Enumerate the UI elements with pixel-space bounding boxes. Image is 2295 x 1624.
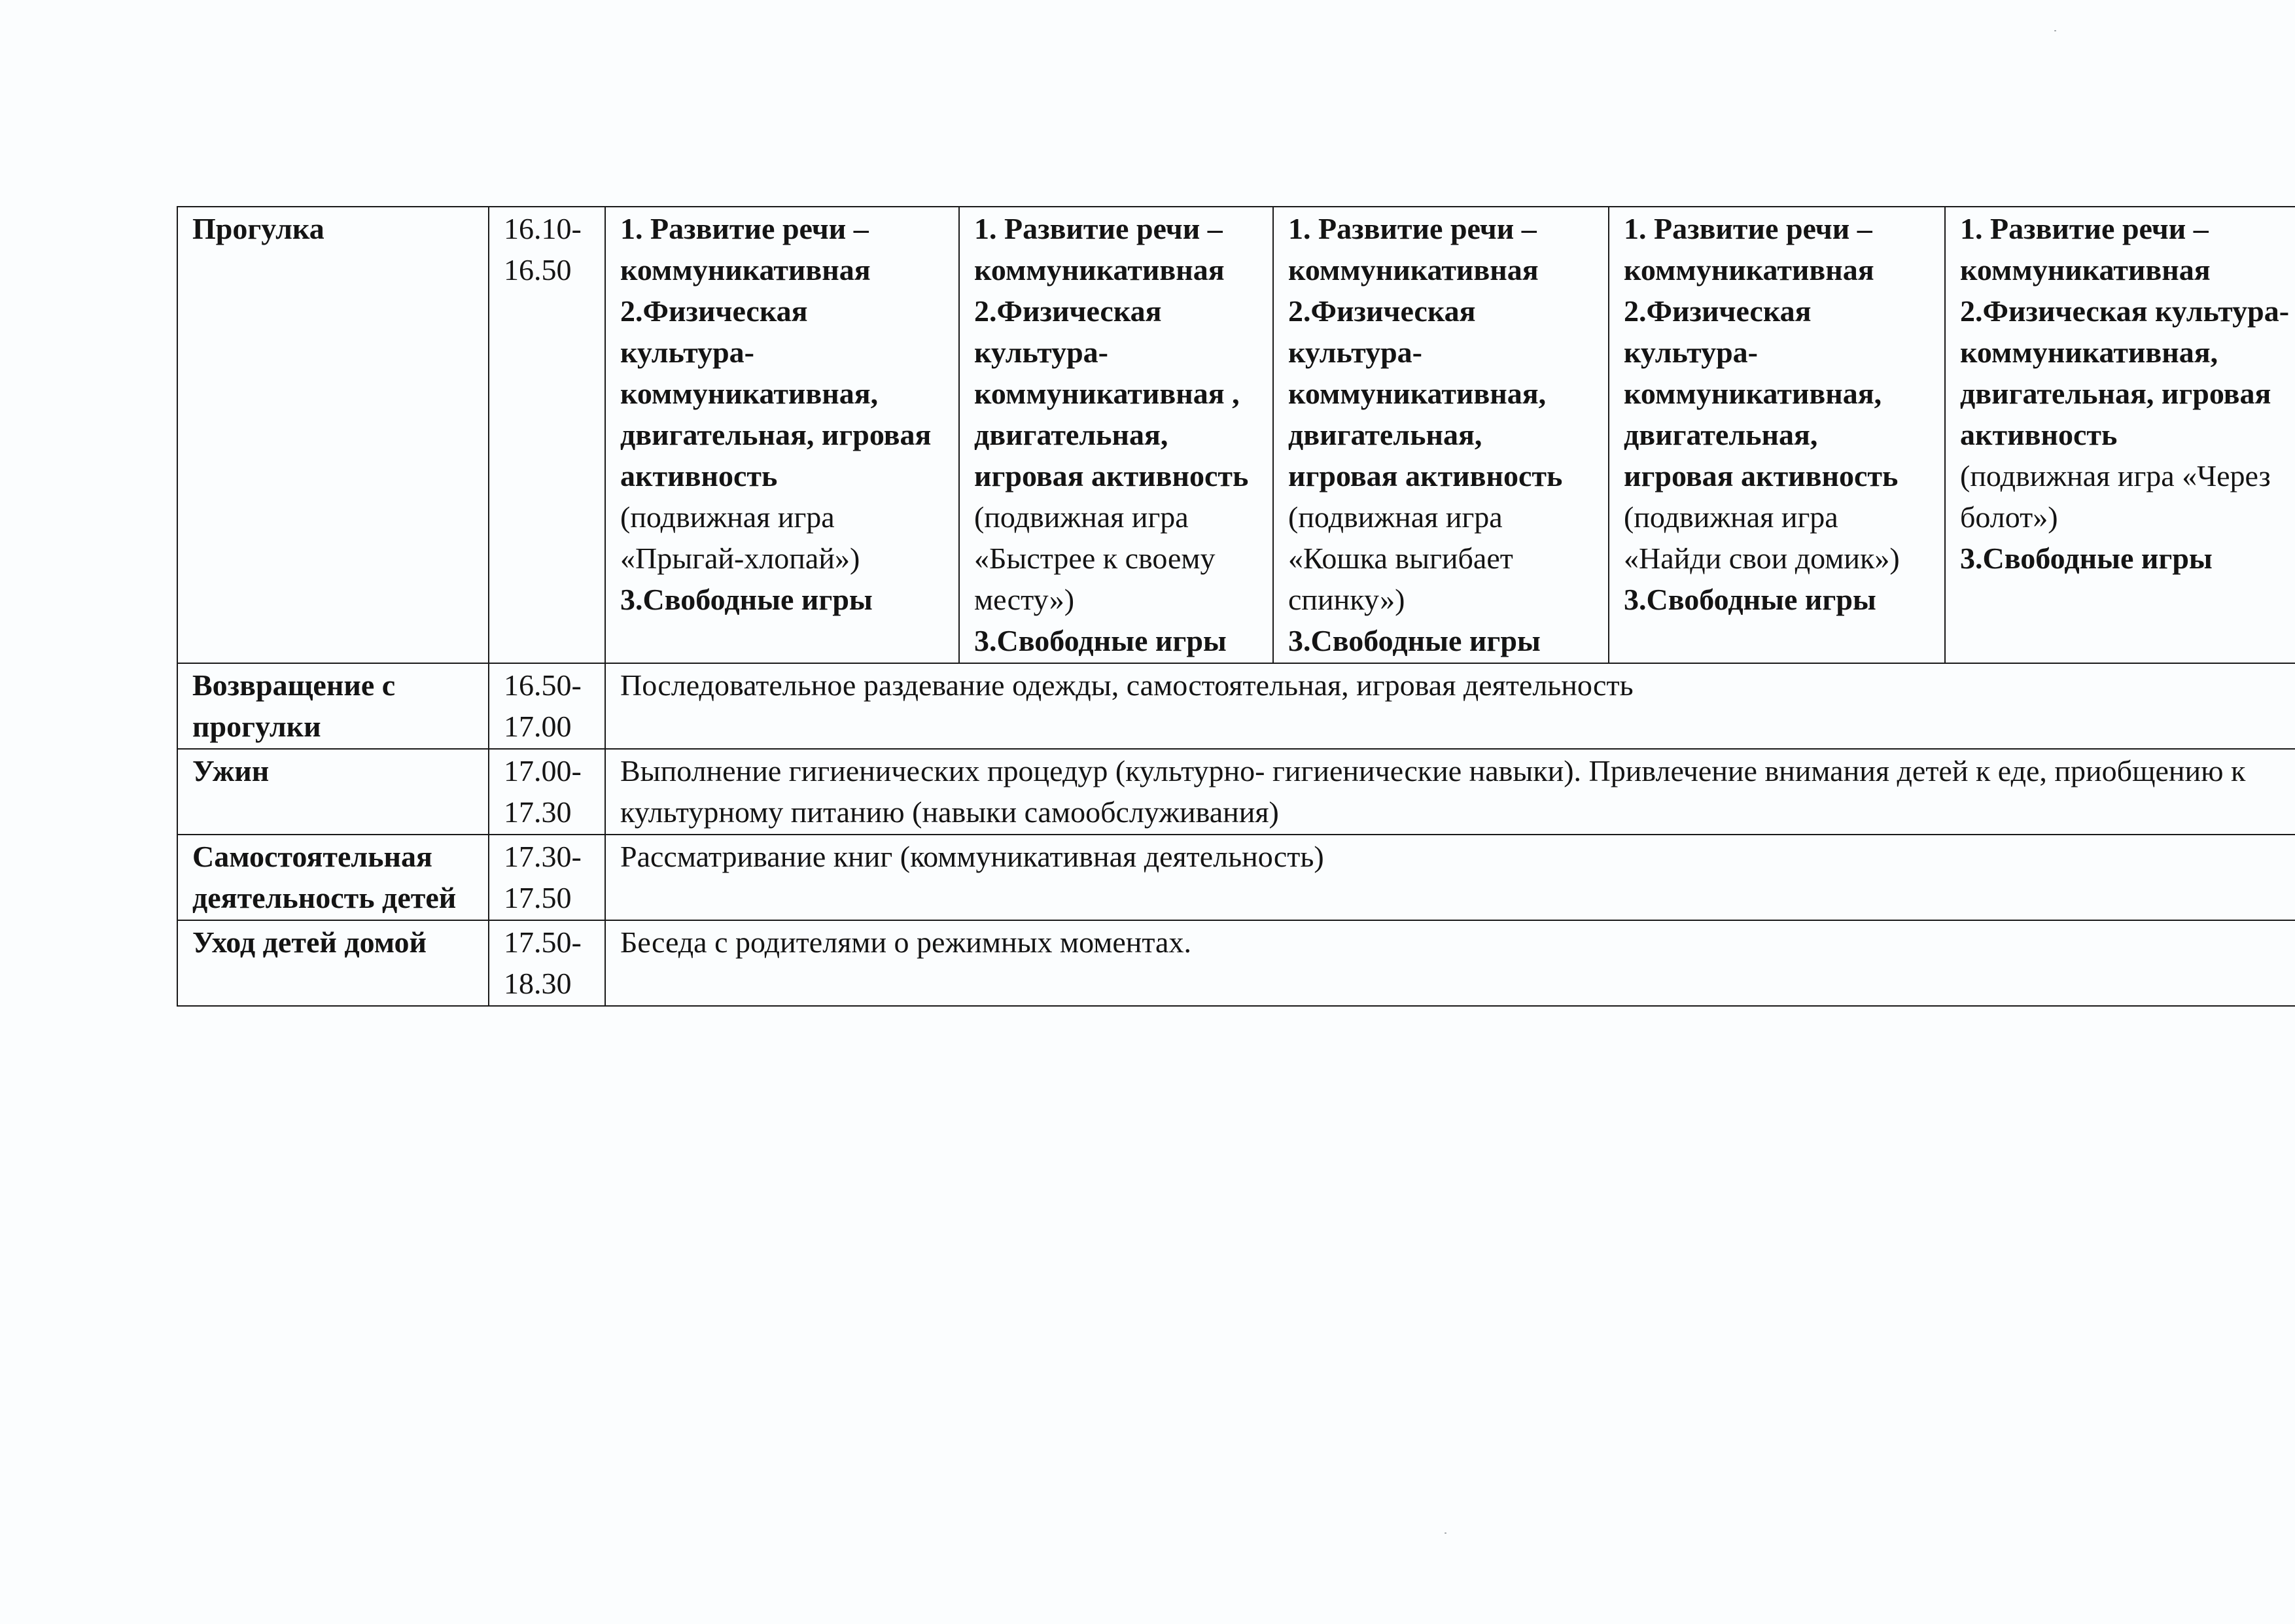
- activity-speech: 1. Развитие речи – коммуникативная: [1960, 212, 2211, 286]
- time-range: 17.30- 17.50: [504, 840, 582, 914]
- activity-free-play: 3.Свободные игры: [1960, 542, 2213, 575]
- period-cell: Прогулка: [177, 207, 489, 663]
- day-activity-cell: [1945, 207, 2295, 663]
- schedule-row-return-walk: [177, 663, 2295, 749]
- activity-cell: Последовательное раздевание одежды, самостоятельная, игровая деятельность: [605, 663, 2295, 749]
- activity-game: (подвижная игра «Прыгай-хлопай»): [620, 500, 860, 575]
- activity-speech: 1. Развитие речи – коммуникативная: [1624, 212, 1874, 286]
- activity-cell: Беседа с родителями о режимных моментах.: [605, 920, 2295, 1006]
- time-range: 17.00- 17.30: [504, 754, 582, 829]
- period-cell: Самостоятельная деятельность детей: [177, 835, 489, 920]
- activity-free-play: 3.Свободные игры: [974, 624, 1227, 657]
- period-cell: Возвращение с прогулки: [177, 663, 489, 749]
- time-cell: [489, 663, 605, 749]
- activity-physical: 2.Физическая культура-коммуникативная, двигательная, игровая активность: [620, 294, 932, 492]
- period-cell: Уход детей домой: [177, 920, 489, 1006]
- activity-free-play: 3.Свободные игры: [620, 583, 873, 616]
- day-activity-cell: [959, 207, 1273, 663]
- activity-physical: 2.Физическая культура-коммуникативная, двигательная, игровая активность: [1960, 294, 2290, 451]
- scan-speck: [1445, 1532, 1446, 1534]
- activity-speech: 1. Развитие речи – коммуникативная: [974, 212, 1225, 286]
- time-range: 17.50- 18.30: [504, 925, 582, 1000]
- activity-game: (подвижная игра «Кошка выгибает спинку»): [1288, 500, 1513, 616]
- schedule-row-dinner: [177, 749, 2295, 835]
- activity-physical: 2.Физическая культура-коммуникативная , двигательная, игровая активность: [974, 294, 1249, 492]
- activity-free-play: 3.Свободные игры: [1624, 583, 1876, 616]
- activity-free-play: 3.Свободные игры: [1288, 624, 1541, 657]
- activity-speech: 1. Развитие речи – коммуникативная: [620, 212, 871, 286]
- time-range: 16.50- 17.00: [504, 668, 582, 743]
- period-cell: Ужин: [177, 749, 489, 835]
- activity-physical: 2.Физическая культура-коммуникативная, двигательная, игровая активность: [1288, 294, 1563, 492]
- activity-cell: Выполнение гигиенических процедур (культурно- гигиенические навыки). Привлечение внимания детей к еде, приобщению к культурному питанию (навыки самообслуживания): [605, 749, 2295, 835]
- activity-cell: Рассматривание книг (коммуникативная деятельность): [605, 835, 2295, 920]
- schedule-row-independent: [177, 835, 2295, 920]
- day-activity-cell: [1273, 207, 1609, 663]
- time-cell: [489, 207, 605, 663]
- activity-game: (подвижная игра «Быстрее к своему месту»): [974, 500, 1216, 616]
- activity-physical: 2.Физическая культура-коммуникативная, двигательная, игровая активность: [1624, 294, 1899, 492]
- time-cell: [489, 835, 605, 920]
- activity-speech: 1. Развитие речи – коммуникативная: [1288, 212, 1539, 286]
- schedule-row-departure: [177, 920, 2295, 1006]
- schedule-row-walk: [177, 207, 2295, 663]
- time-cell: [489, 749, 605, 835]
- activity-game: (подвижная игра «Через болот»): [1960, 459, 2271, 534]
- activity-game: (подвижная игра «Найди свои домик»): [1624, 500, 1900, 575]
- day-activity-cell: [605, 207, 959, 663]
- time-range: 16.10- 16.50: [504, 212, 582, 286]
- daily-schedule-table: [177, 206, 2295, 1007]
- day-activity-cell: [1609, 207, 1945, 663]
- scan-speck: [2054, 30, 2056, 31]
- time-cell: [489, 920, 605, 1006]
